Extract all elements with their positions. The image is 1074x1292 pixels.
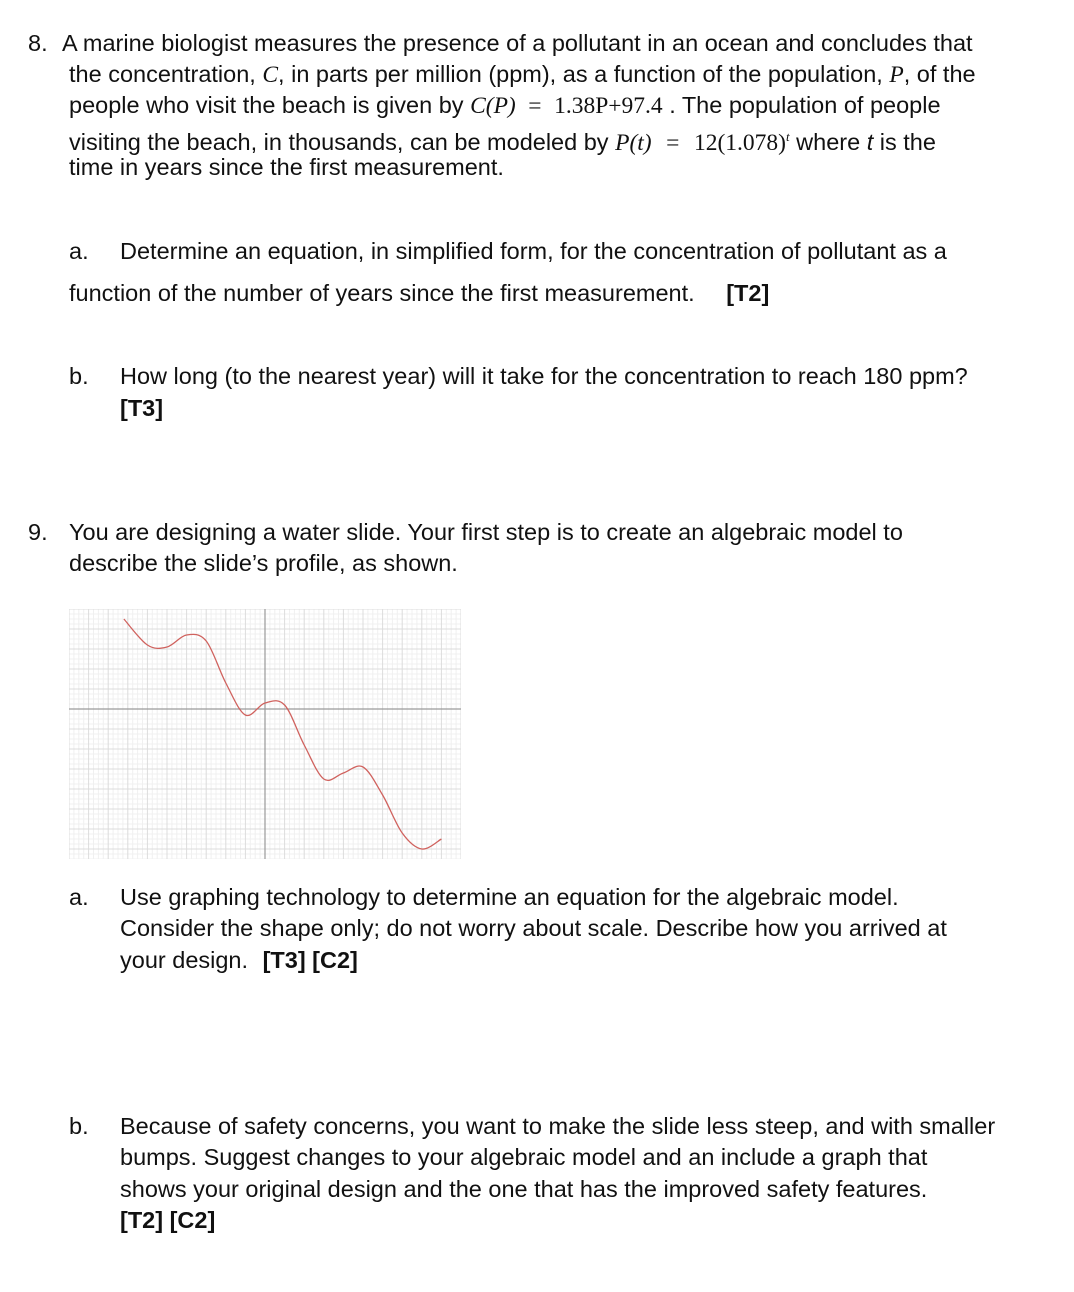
q9-number: 9. (28, 519, 48, 545)
q9b-text-line3: shows your original design and the one that has the improved safety features. (120, 1176, 928, 1202)
equation-p-rhs: 12(1.078) (693, 130, 786, 156)
q9a-text-line1: Use graphing technology to determine an equation for the algebraic model. (120, 884, 899, 910)
q9a-tag: [T3] [C2] (262, 947, 358, 973)
q9b-tag: [T2] [C2] (120, 1207, 216, 1233)
equation-c-rhs: 1.38P+97.4 (554, 93, 663, 119)
q8-line3-b: . The population of people (669, 92, 941, 118)
q9-text-line2: describe the slide’s profile, as shown. (69, 550, 458, 576)
q8-text-line1: A marine biologist measures the presence of a pollutant in an ocean and concludes that (62, 30, 973, 56)
q8-line2-b: , in parts per million (ppm), as a function of the population, (278, 61, 883, 87)
q8-line4-c: is the (879, 129, 936, 155)
q8-line4-b: where (796, 129, 861, 155)
var-c: C (262, 62, 279, 88)
var-t: t (866, 129, 874, 155)
q8b-tag: [T3] (120, 395, 164, 421)
q9b-label: b. (69, 1113, 89, 1139)
q9b-text-line1: Because of safety concerns, you want to make the slide less steep, and with smaller (120, 1113, 996, 1139)
equation-c-lhs: C(P) (470, 93, 516, 119)
q8-line2-c: , of the (903, 61, 976, 87)
q8a-text-line2 (69, 278, 769, 309)
q8-text-line2 (69, 59, 976, 91)
q9a-label: a. (69, 884, 89, 910)
q8-number: 8. (28, 30, 48, 56)
q8-text-line3 (69, 90, 941, 122)
q8a-line2: function of the number of years since the first measurement. (69, 280, 695, 306)
q8-line4-a: visiting the beach, in thousands, can be modeled by (69, 129, 609, 155)
q8a-label: a. (69, 238, 89, 264)
slide-profile-graph (69, 609, 461, 859)
q9a-text-line2: Consider the shape only; do not worry about scale. Describe how you arrived at (120, 915, 947, 941)
q9a-line3: your design. (120, 947, 249, 973)
q9-text-line1: You are designing a water slide. Your first step is to create an algebraic model to (69, 519, 903, 545)
equation-p-lhs: P(t) (615, 130, 652, 156)
q8a-text-line1: Determine an equation, in simplified form, for the concentration of pollutant as a (120, 238, 947, 264)
q8-line2-a: the concentration, (69, 61, 256, 87)
q8-text-line5: time in years since the first measurement. (69, 154, 504, 180)
equation-c-equals: = (528, 93, 542, 119)
equation-p-equals: = (666, 130, 680, 156)
q8b-text-line1: How long (to the nearest year) will it take for the concentration to reach 180 ppm? (120, 363, 968, 389)
q8a-tag: [T2] (726, 280, 770, 306)
q8-line3-a: people who visit the beach is given by (69, 92, 464, 118)
q8b-label: b. (69, 363, 89, 389)
var-p: P (889, 62, 904, 88)
q9b-text-line2: bumps. Suggest changes to your algebraic model and an include a graph that (120, 1144, 928, 1170)
q9a-text-line3 (120, 945, 358, 976)
equation-p-exponent: t (786, 129, 790, 144)
